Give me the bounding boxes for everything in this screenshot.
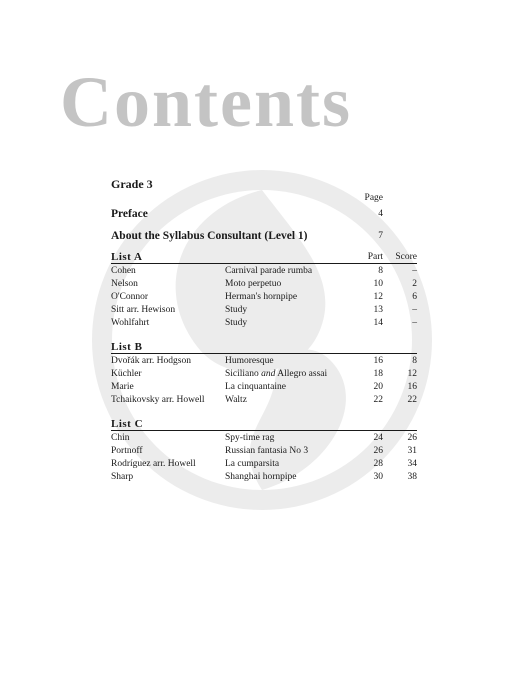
- composer-cell: Sharp: [111, 472, 134, 482]
- score-page-cell: 2: [412, 279, 417, 289]
- work-cell: Study: [225, 305, 248, 315]
- part-page-cell: 20: [373, 382, 383, 392]
- composer-cell: O'Connor: [111, 292, 149, 302]
- list-b-heading: List B: [111, 341, 143, 353]
- part-page-cell: 24: [373, 433, 383, 443]
- table-row: [111, 264, 417, 278]
- part-page-cell: 10: [373, 279, 383, 289]
- score-page-cell: –: [412, 318, 417, 328]
- table-row: [111, 303, 417, 317]
- part-column-header: Part: [367, 252, 383, 262]
- preface-page: 4: [378, 209, 383, 219]
- work-cell: Herman's hornpipe: [225, 292, 298, 302]
- work-cell: Shanghai hornpipe: [225, 472, 297, 482]
- score-page-cell: 16: [407, 382, 417, 392]
- part-page-cell: 13: [373, 305, 383, 315]
- work-cell: Waltz: [225, 395, 247, 405]
- score-page-cell: –: [412, 305, 417, 315]
- table-row: [111, 354, 417, 368]
- composer-cell: Nelson: [111, 279, 138, 289]
- table-row: [111, 316, 417, 330]
- part-page-cell: 22: [373, 395, 383, 405]
- score-page-cell: 34: [407, 459, 417, 469]
- list-c-heading: List C: [111, 418, 144, 430]
- part-page-cell: 26: [373, 446, 383, 456]
- score-page-cell: 6: [412, 292, 417, 302]
- table-row: [111, 444, 417, 458]
- composer-cell: Sitt arr. Hewison: [111, 305, 176, 315]
- part-page-cell: 28: [373, 459, 383, 469]
- work-cell: Russian fantasia No 3: [225, 446, 309, 456]
- score-page-cell: 26: [407, 433, 417, 443]
- score-column-header: Score: [395, 252, 417, 262]
- work-cell: La cinquantaine: [225, 382, 286, 392]
- preface-entry: Preface: [111, 208, 148, 220]
- work-cell: Carnival parade rumba: [225, 266, 313, 276]
- score-page-cell: –: [412, 266, 417, 276]
- table-row: [111, 380, 417, 394]
- composer-cell: Dvořák arr. Hodgson: [111, 356, 191, 366]
- part-page-cell: 8: [378, 266, 383, 276]
- part-page-cell: 18: [373, 369, 383, 379]
- part-page-cell: 16: [373, 356, 383, 366]
- grade-heading: Grade 3: [111, 177, 153, 191]
- work-cell: Moto perpetuo: [225, 279, 282, 289]
- part-page-cell: 30: [373, 472, 383, 482]
- score-page-cell: 22: [407, 395, 417, 405]
- work-cell: Spy-time rag: [225, 433, 275, 443]
- table-row: [111, 277, 417, 291]
- score-page-cell: 38: [407, 472, 417, 482]
- work-cell: Siciliano and Allegro assai: [225, 369, 328, 379]
- part-page-cell: 12: [373, 292, 383, 302]
- page-title: Contents: [60, 62, 353, 142]
- composer-cell: Wohlfahrt: [111, 318, 150, 328]
- composer-cell: Portnoff: [111, 446, 143, 456]
- work-cell: Study: [225, 318, 248, 328]
- list-a-heading: List A: [111, 251, 143, 263]
- table-row: [111, 290, 417, 304]
- table-row: [111, 470, 417, 484]
- part-page-cell: 14: [373, 318, 383, 328]
- table-row: [111, 457, 417, 471]
- score-page-cell: 8: [412, 356, 417, 366]
- composer-cell: Chin: [111, 433, 130, 443]
- score-page-cell: 12: [407, 369, 417, 379]
- score-page-cell: 31: [407, 446, 417, 456]
- work-cell: Humoresque: [225, 356, 274, 366]
- composer-cell: Küchler: [111, 369, 142, 379]
- composer-cell: Marie: [111, 382, 134, 392]
- table-row: [111, 393, 417, 407]
- composer-cell: Cohen: [111, 266, 136, 276]
- work-cell: La cumparsita: [225, 459, 280, 469]
- composer-cell: Rodríguez arr. Howell: [111, 459, 196, 469]
- page-column-header: Page: [364, 193, 383, 203]
- table-row: [111, 367, 417, 381]
- about-entry: About the Syllabus Consultant (Level 1): [111, 230, 308, 242]
- about-page: 7: [378, 231, 383, 241]
- composer-cell: Tchaikovsky arr. Howell: [111, 395, 205, 405]
- table-row: [111, 431, 417, 445]
